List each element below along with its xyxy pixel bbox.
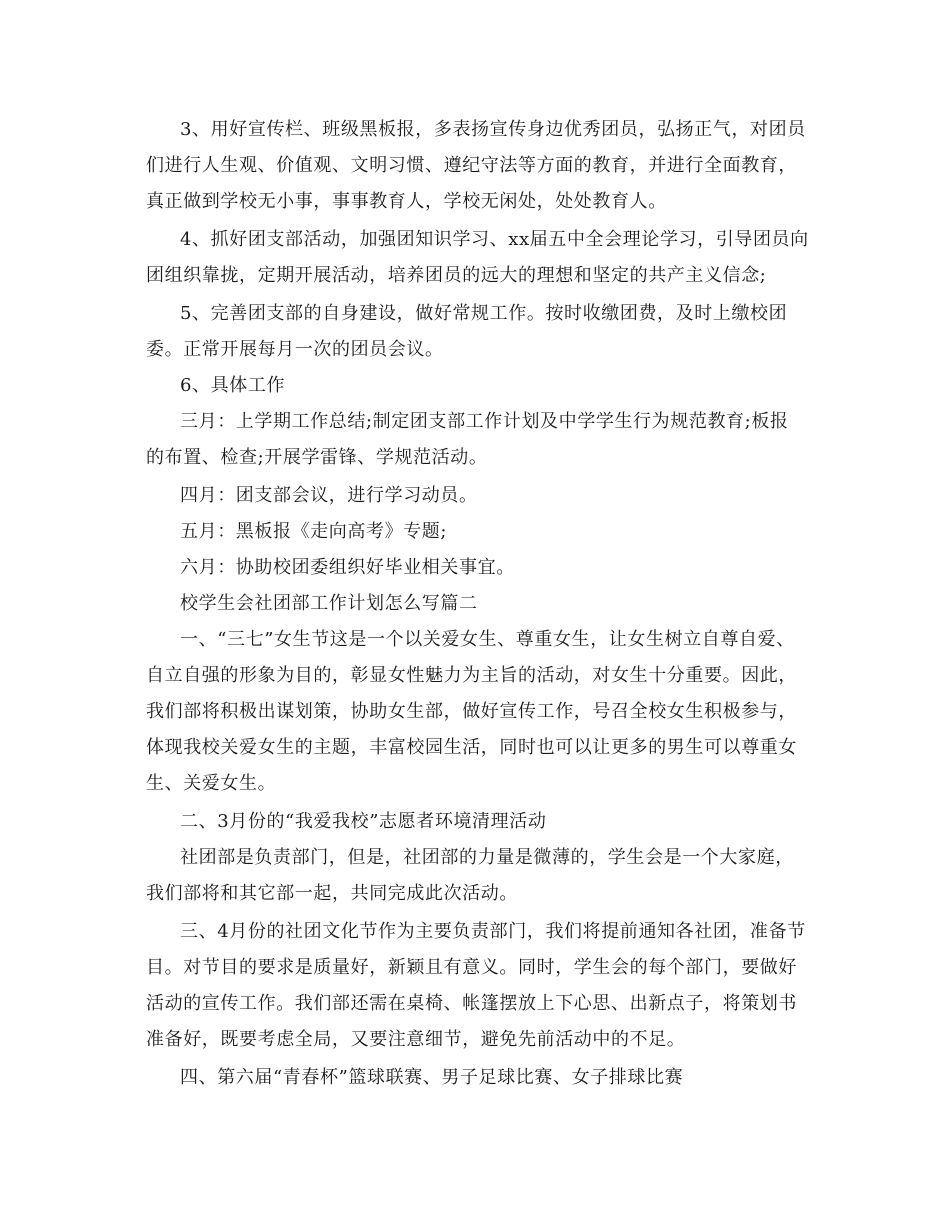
april-line: 四月：团支部会议，进行学习动员。 xyxy=(180,485,478,506)
item-2-heading: 二、3月份的“我爱我校”志愿者环境清理活动 xyxy=(180,811,547,832)
march-line-2: 的布置、检查;开展学雷锋、学规范活动。 xyxy=(146,447,488,468)
paragraph-4-line-1: 4、抓好团支部活动，加强团知识学习、xx届五中全会理论学习，引导团员向 xyxy=(180,229,809,250)
paragraph-5-line-2: 委。正常开展每月一次的团员会议。 xyxy=(146,339,444,360)
march-line-1: 三月：上学期工作总结;制定团支部工作计划及中学学生行为规范教育;板报 xyxy=(180,411,789,432)
section-heading-specific-work: 6、具体工作 xyxy=(180,375,286,396)
section-title-part-two: 校学生会社团部工作计划怎么写篇二 xyxy=(180,593,478,614)
item-3-line-3: 活动的宣传工作。我们部还需在桌椅、帐篷摆放上下心思、出新点子，将策划书 xyxy=(146,993,797,1014)
item-1-line-2: 自立自强的形象为目的，彰显女性魅力为主旨的活动，对女生十分重要。因此， xyxy=(146,665,797,686)
paragraph-3-line-2: 们进行人生观、价值观、文明习惯、遵纪守法等方面的教育，并进行全面教育， xyxy=(146,155,797,176)
paragraph-3-line-3: 真正做到学校无小事，事事教育人，学校无闲处，处处教育人。 xyxy=(146,191,667,212)
item-3-line-2: 目。对节目的要求是质量好，新颖且有意义。同时，学生会的每个部门，要做好 xyxy=(146,957,797,978)
paragraph-5-line-1: 5、完善团支部的自身建设，做好常规工作。按时收缴团费，及时上缴校团 xyxy=(180,303,788,324)
item-2-line-1: 社团部是负责部门，但是，社团部的力量是微薄的，学生会是一个大家庭， xyxy=(180,847,794,868)
item-1-line-4: 体现我校关爱女生的主题，丰富校园生活，同时也可以让更多的男生可以尊重女 xyxy=(146,737,797,758)
item-4-heading: 四、第六届“青春杯”篮球联赛、男子足球比赛、女子排球比赛 xyxy=(180,1067,684,1088)
item-1-line-1: 一、“三七”女生节这是一个以关爱女生、尊重女生，让女生树立自尊自爱、 xyxy=(180,629,795,650)
paragraph-4-line-2: 团组织靠拢，定期开展活动，培养团员的远大的理想和坚定的共产主义信念; xyxy=(146,265,767,286)
paragraph-3-line-1: 3、用好宣传栏、班级黑板报，多表扬宣传身边优秀团员，弘扬正气，对团员 xyxy=(180,119,806,140)
item-1-line-3: 我们部将积极出谋划策，协助女生部，做好宣传工作，号召全校女生积极参与， xyxy=(146,701,797,722)
item-1-line-5: 生、关爱女生。 xyxy=(146,773,277,794)
item-3-line-4: 准备好，既要考虑全局，又要注意细节，避免先前活动中的不足。 xyxy=(146,1029,686,1050)
item-3-line-1: 三、4月份的社团文化节作为主要负责部门，我们将提前通知各社团，准备节 xyxy=(180,921,806,942)
june-line: 六月：协助校团委组织好毕业相关事宜。 xyxy=(180,557,515,578)
item-2-line-2: 我们部将和其它部一起，共同完成此次活动。 xyxy=(146,883,518,904)
may-line: 五月：黑板报《走向高考》专题; xyxy=(180,521,448,542)
